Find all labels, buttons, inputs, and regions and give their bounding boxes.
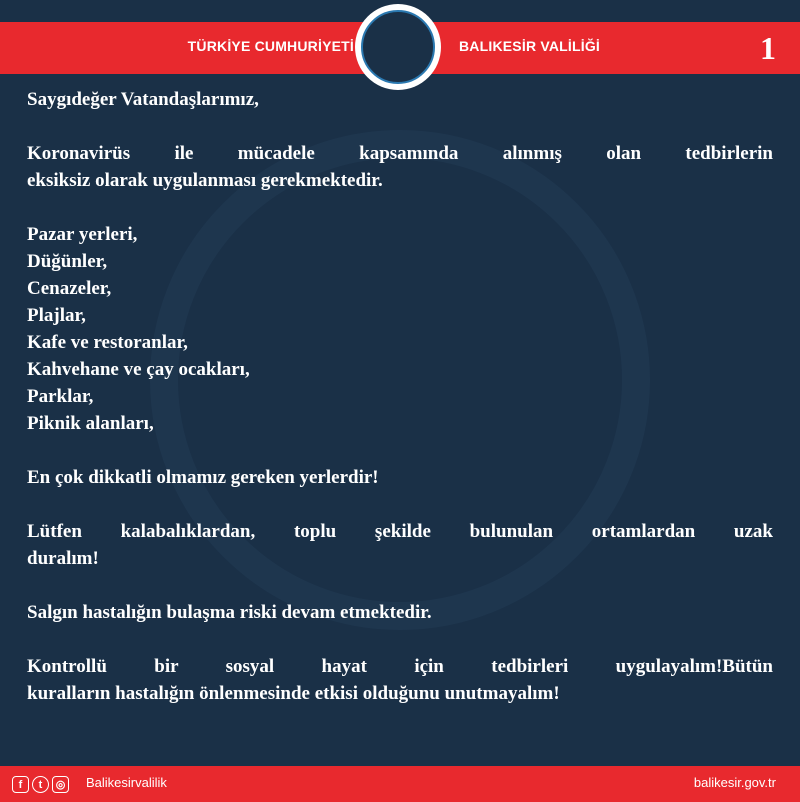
facebook-icon[interactable]: f (12, 776, 29, 793)
header-left-title: TÜRKİYE CUMHURİYETİ (187, 38, 354, 54)
instagram-icon[interactable]: ◎ (52, 776, 69, 793)
seal-inner-circle (361, 10, 435, 84)
list-item: Kafe ve restoranlar, (27, 332, 188, 353)
header-right-title: BALIKESİR VALİLİĞİ (459, 38, 601, 54)
social-handle: Balikesirvalilik (86, 775, 167, 790)
list-item: Parklar, (27, 386, 94, 407)
final-line-1: Kontrollü bir sosyal hayat için tedbirleri uygulayalım!Bütün (27, 656, 773, 677)
list-item: Kahvehane ve çay ocakları, (27, 359, 250, 380)
risk-statement: Salgın hastalığın bulaşma riski devam etmektedir. (27, 602, 432, 623)
greeting: Saygıdeğer Vatandaşlarımız, (27, 89, 259, 110)
list-item: Piknik alanları, (27, 413, 154, 434)
crowd-line-1: Lütfen kalabalıklardan, toplu şekilde bulunulan ortamlardan uzak (27, 521, 773, 542)
list-item: Cenazeler, (27, 278, 112, 299)
list-item: Düğünler, (27, 251, 108, 272)
final-line-2: kuralların hastalığın önlenmesinde etkisi olduğunu unutmayalım! (27, 683, 560, 704)
website-link[interactable]: balikesir.gov.tr (693, 775, 776, 790)
intro-line-1: Koronavirüs ile mücadele kapsamında alınmış olan tedbirlerin (27, 143, 773, 164)
social-icons (12, 776, 69, 793)
intro-line-2: eksiksiz olarak uygulanması gerekmektedir. (27, 170, 383, 191)
list-item: Pazar yerleri, (27, 224, 138, 245)
twitter-icon[interactable]: t (32, 776, 49, 793)
careful-statement: En çok dikkatli olmamız gereken yerlerdir! (27, 467, 379, 488)
list-item: Plajlar, (27, 305, 86, 326)
governorship-seal-logo (355, 4, 441, 90)
crowd-line-2: duralım! (27, 548, 99, 569)
announcement-body (27, 86, 773, 707)
page-number: 1 (760, 30, 776, 66)
